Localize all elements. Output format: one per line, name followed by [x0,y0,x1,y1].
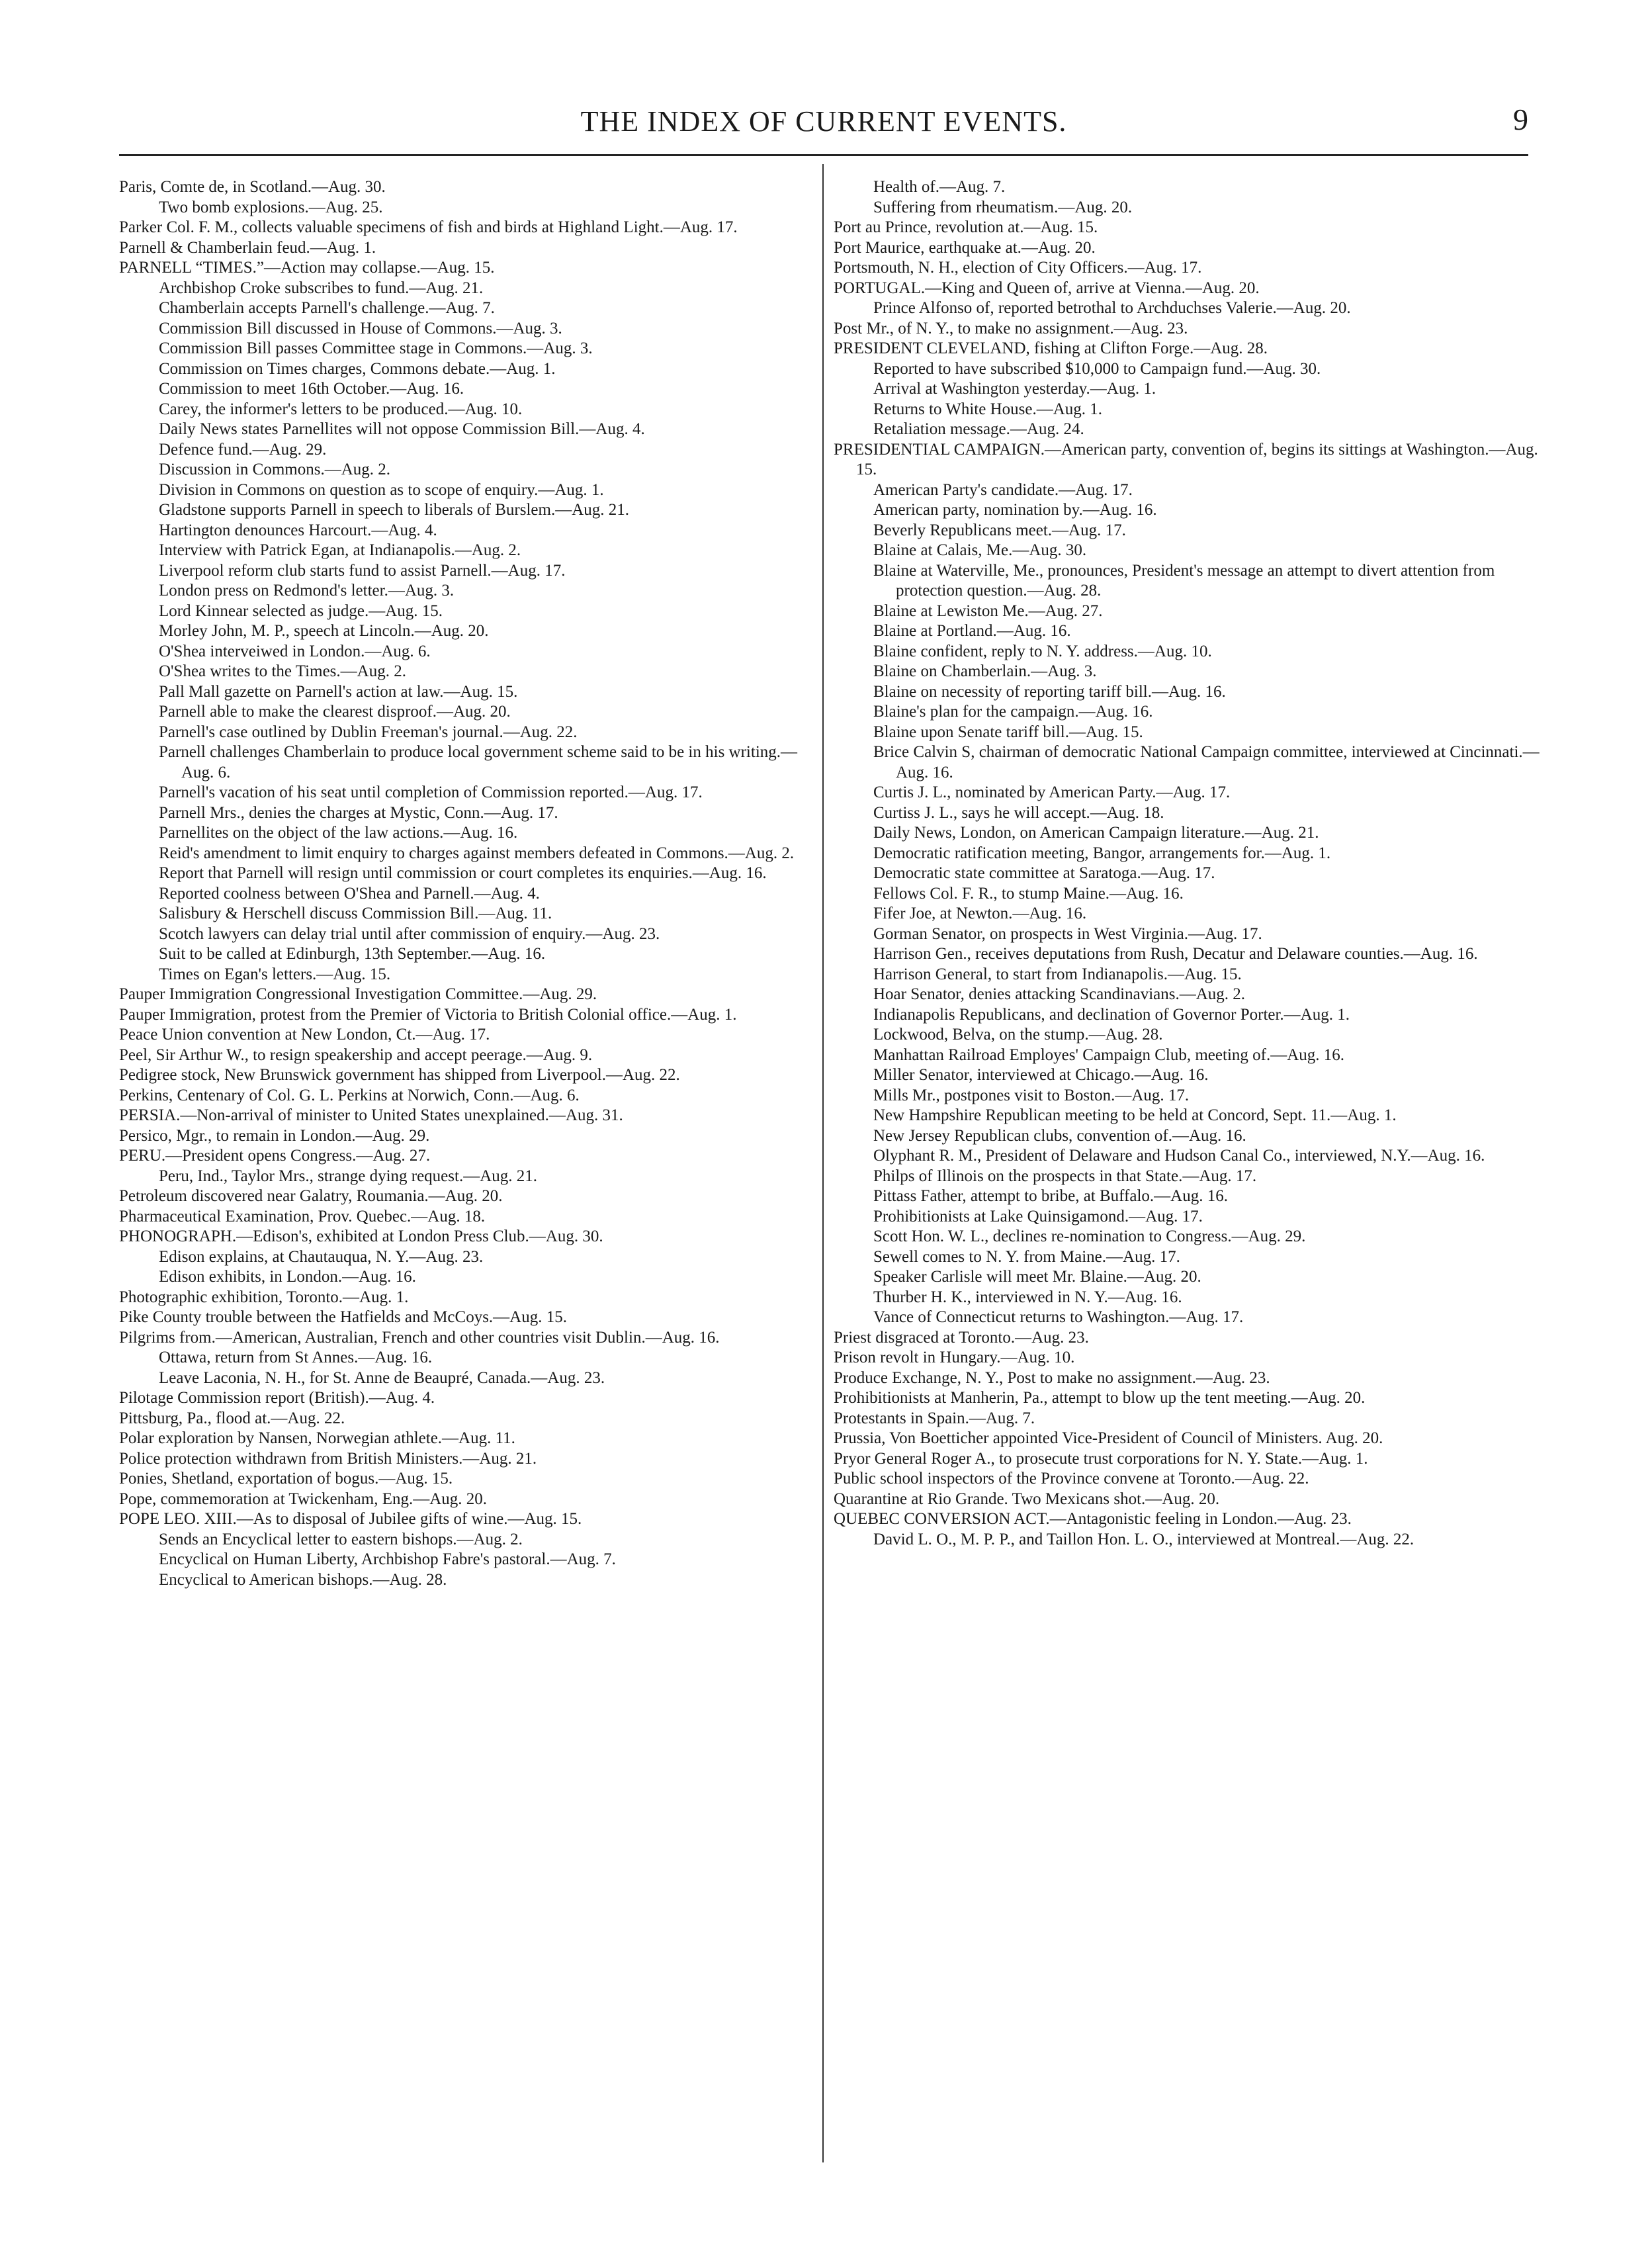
index-subentry: Harrison General, to start from Indianapolis.—Aug. 15. [873,965,1242,983]
index-subentry: Democratic state committee at Saratoga.—Aug. 17. [873,864,1215,882]
index-entry: Photographic exhibition, Toronto.—Aug. 1. [119,1288,409,1306]
column-divider [822,164,824,2162]
index-subentry: Prohibitionists at Lake Quinsigamond.—Aug. 17. [873,1207,1203,1225]
index-subentry: London press on Redmond's letter.—Aug. 3. [159,582,455,600]
index-subentry: Parnellites on the object of the law actions.—Aug. 16. [159,824,518,842]
index-subentry: Leave Laconia, N. H., for St. Anne de Beaupré, Canada.—Aug. 23. [159,1368,605,1387]
index-entry: Peel, Sir Arthur W., to resign speakership and accept peerage.—Aug. 9. [119,1045,593,1064]
index-subentry: Sends an Encyclical letter to eastern bishops.—Aug. 2. [159,1530,523,1548]
index-subentry: Interview with Patrick Egan, at Indianapolis.—Aug. 2. [159,541,521,559]
index-subentry: David L. O., M. P. P., and Taillon Hon. L. O., interviewed at Montreal.—Aug. 22. [873,1530,1414,1548]
index-entry: Port Maurice, earthquake at.—Aug. 20. [834,238,1096,257]
index-subentry: Encyclical on Human Liberty, Archbishop Fabre's pastoral.—Aug. 7. [159,1550,616,1568]
index-subentry: Daily News, London, on American Campaign literature.—Aug. 21. [873,824,1319,842]
index-entry: Port au Prince, revolution at.—Aug. 15. [834,218,1098,236]
index-subentry: Parnell's case outlined by Dublin Freeman's journal.—Aug. 22. [159,723,578,741]
index-subentry: Reported coolness between O'Shea and Parnell.—Aug. 4. [159,884,540,903]
index-subentry: Curtis J. L., nominated by American Party.—Aug. 17. [873,783,1231,801]
index-subentry: Peru, Ind., Taylor Mrs., strange dying request.—Aug. 21. [159,1167,538,1185]
index-subentry: Beverly Republicans meet.—Aug. 17. [873,521,1126,539]
index-entry: Quarantine at Rio Grande. Two Mexicans shot.—Aug. 20. [834,1489,1220,1508]
index-subentry: Edison exhibits, in London.—Aug. 16. [159,1268,416,1286]
index-entry: Ponies, Shetland, exportation of bogus.—Aug. 15. [119,1470,453,1488]
index-subentry: Liverpool reform club starts fund to assist Parnell.—Aug. 17. [159,561,566,580]
index-entry: Pryor General Roger A., to prosecute trust corporations for N. Y. State.—Aug. 1. [834,1449,1368,1468]
index-entry: Post Mr., of N. Y., to make no assignment.—Aug. 23. [834,319,1188,337]
index-subentry: O'Shea writes to the Times.—Aug. 2. [159,662,406,680]
index-subentry: Health of.—Aug. 7. [873,178,1006,196]
index-subentry: Hoar Senator, denies attacking Scandinavians.—Aug. 2. [873,985,1246,1003]
index-subentry: Blaine at Waterville, Me., pronounces, President's message an attempt to divert attention from protection question.—Aug. 28. [873,561,1495,600]
index-subentry: Times on Egan's letters.—Aug. 15. [159,965,391,983]
index-subentry: Pall Mall gazette on Parnell's action at law.—Aug. 15. [159,682,518,701]
index-subentry: Parnell's vacation of his seat until completion of Commission reported.—Aug. 17. [159,783,703,801]
index-entry: PORTUGAL.—King and Queen of, arrive at Vienna.—Aug. 20. [834,279,1260,297]
index-entry: Pauper Immigration, protest from the Premier of Victoria to British Colonial office.—Aug. 1. [119,1005,737,1024]
index-entry: Pike County trouble between the Hatfields and McCoys.—Aug. 15. [119,1308,567,1326]
index-subentry: Suit to be called at Edinburgh, 13th September.—Aug. 16. [159,945,546,963]
index-subentry: Fifer Joe, at Newton.—Aug. 16. [873,905,1087,922]
index-subentry: Manhattan Railroad Employes' Campaign Club, meeting of.—Aug. 16. [873,1045,1345,1064]
index-entry: Pilgrims from.—American, Australian, French and other countries visit Dublin.—Aug. 16. [119,1328,720,1347]
index-subentry: American Party's candidate.—Aug. 17. [873,480,1133,499]
index-subentry: Archbishop Croke subscribes to fund.—Aug. 21. [159,279,484,297]
index-entry: Pauper Immigration Congressional Investigation Committee.—Aug. 29. [119,985,597,1003]
right-column [834,177,1545,1550]
index-subentry: Blaine at Calais, Me.—Aug. 30. [873,541,1087,559]
index-subentry: Two bomb explosions.—Aug. 25. [159,198,383,216]
index-entry: PHONOGRAPH.—Edison's, exhibited at London Press Club.—Aug. 30. [119,1227,603,1245]
index-subentry: Parnell able to make the clearest disproof.—Aug. 20. [159,703,511,721]
page-number: 9 [1513,103,1528,136]
index-entry: Pilotage Commission report (British).—Aug. 4. [119,1389,435,1407]
index-subentry: Report that Parnell will resign until commission or court completes its enquiries.—Aug. 16. [159,864,767,882]
index-subentry: Lord Kinnear selected as judge.—Aug. 15. [159,601,443,620]
index-subentry: Blaine confident, reply to N. Y. address.—Aug. 10. [873,642,1212,660]
index-subentry: Indianapolis Republicans, and declination of Governor Porter.—Aug. 1. [873,1005,1350,1024]
index-entry: Pedigree stock, New Brunswick government has shipped from Liverpool.—Aug. 22. [119,1066,680,1084]
index-entry: Priest disgraced at Toronto.—Aug. 23. [834,1328,1089,1347]
index-subentry: New Hampshire Republican meeting to be held at Concord, Sept. 11.—Aug. 1. [873,1106,1397,1124]
index-entry: Prohibitionists at Manherin, Pa., attempt to blow up the tent meeting.—Aug. 20. [834,1389,1366,1407]
index-subentry: Miller Senator, interviewed at Chicago.—Aug. 16. [873,1066,1209,1084]
index-subentry: Returns to White House.—Aug. 1. [873,400,1103,418]
index-subentry: American party, nomination by.—Aug. 16. [873,501,1157,519]
index-entry: Petroleum discovered near Galatry, Roumania.—Aug. 20. [119,1187,503,1205]
index-subentry: Blaine's plan for the campaign.—Aug. 16. [873,703,1153,721]
index-entry: Peace Union convention at New London, Ct.—Aug. 17. [119,1026,490,1044]
index-subentry: Commission Bill passes Committee stage in Commons.—Aug. 3. [159,339,593,357]
index-entry: PARNELL “TIMES.”—Action may collapse.—Aug. 15. [119,259,495,277]
index-subentry: Edison explains, at Chautauqua, N. Y.—Aug. 23. [159,1247,484,1266]
index-entry: Prison revolt in Hungary.—Aug. 10. [834,1349,1075,1366]
index-entry: Portsmouth, N. H., election of City Officers.—Aug. 17. [834,259,1202,277]
page-header [119,99,1528,152]
index-subentry: Gorman Senator, on prospects in West Virginia.—Aug. 17. [873,924,1262,943]
index-entry: Protestants in Spain.—Aug. 7. [834,1409,1035,1427]
index-subentry: Brice Calvin S, chairman of democratic National Campaign committee, interviewed at Cincinnati.—Aug. 16. [873,743,1540,781]
index-subentry: Ottawa, return from St Annes.—Aug. 16. [159,1349,433,1366]
index-subentry: Fellows Col. F. R., to stump Maine.—Aug. 16. [873,884,1184,903]
index-subentry: Reid's amendment to limit enquiry to charges against members defeated in Commons.—Aug. 2. [159,844,795,862]
index-subentry: Gladstone supports Parnell in speech to liberals of Burslem.—Aug. 21. [159,501,629,519]
index-subentry: Parnell Mrs., denies the charges at Mystic, Conn.—Aug. 17. [159,803,558,822]
index-entry: Parker Col. F. M., collects valuable specimens of fish and birds at Highland Light.—Aug. 17. [119,218,738,236]
index-entry: PRESIDENTIAL CAMPAIGN.—American party, convention of, begins its sittings at Washington.—Aug. 15. [834,440,1538,478]
index-entry: PERSIA.—Non-arrival of minister to United States unexplained.—Aug. 31. [119,1106,623,1124]
index-subentry: Prince Alfonso of, reported betrothal to Archduchses Valerie.—Aug. 20. [873,299,1351,317]
index-subentry: Chamberlain accepts Parnell's challenge.—Aug. 7. [159,299,495,317]
index-subentry: Blaine on Chamberlain.—Aug. 3. [873,662,1097,680]
index-subentry: Blaine at Portland.—Aug. 16. [873,622,1071,640]
index-subentry: Defence fund.—Aug. 29. [159,440,327,459]
index-entry: Public school inspectors of the Province convene at Toronto.—Aug. 22. [834,1470,1309,1488]
index-entry: Parnell & Chamberlain feud.—Aug. 1. [119,238,376,257]
index-subentry: Pittass Father, attempt to bribe, at Buffalo.—Aug. 16. [873,1187,1228,1205]
index-subentry: New Jersey Republican clubs, convention of.—Aug. 16. [873,1126,1246,1145]
index-subentry: O'Shea interveiwed in London.—Aug. 6. [159,642,431,660]
index-subentry: Commission Bill discussed in House of Commons.—Aug. 3. [159,319,562,337]
index-subentry: Sewell comes to N. Y. from Maine.—Aug. 17. [873,1247,1180,1266]
index-subentry: Scott Hon. W. L., declines re-nomination to Congress.—Aug. 29. [873,1227,1306,1245]
index-entry: POPE LEO. XIII.—As to disposal of Jubilee gifts of wine.—Aug. 15. [119,1510,582,1528]
index-entry: Produce Exchange, N. Y., Post to make no assignment.—Aug. 23. [834,1368,1270,1387]
index-subentry: Curtiss J. L., says he will accept.—Aug. 18. [873,803,1164,822]
index-subentry: Retaliation message.—Aug. 24. [873,420,1084,438]
index-entry: QUEBEC CONVERSION ACT.—Antagonistic feeling in London.—Aug. 23. [834,1510,1352,1528]
index-subentry: Encyclical to American bishops.—Aug. 28. [159,1570,447,1589]
index-subentry: Carey, the informer's letters to be produced.—Aug. 10. [159,400,523,418]
index-subentry: Hartington denounces Harcourt.—Aug. 4. [159,521,437,539]
index-subentry: Reported to have subscribed $10,000 to Campaign fund.—Aug. 30. [873,359,1321,378]
page-title: THE INDEX OF CURRENT EVENTS. [580,105,1067,138]
index-entry: Police protection withdrawn from British Ministers.—Aug. 21. [119,1449,537,1468]
index-subentry: Vance of Connecticut returns to Washington.—Aug. 17. [873,1308,1244,1326]
index-entry: PRESIDENT CLEVELAND, fishing at Clifton Forge.—Aug. 28. [834,339,1268,357]
index-entry: Pharmaceutical Examination, Prov. Quebec.—Aug. 18. [119,1207,486,1225]
index-subentry: Commission on Times charges, Commons debate.—Aug. 1. [159,359,556,378]
index-subentry: Commission to meet 16th October.—Aug. 16. [159,380,464,398]
index-subentry: Speaker Carlisle will meet Mr. Blaine.—Aug. 20. [873,1268,1201,1286]
index-subentry: Scotch lawyers can delay trial until after commission of enquiry.—Aug. 23. [159,924,660,943]
index-subentry: Parnell challenges Chamberlain to produce local government scheme said to be in his writing.—Aug. 6. [159,743,798,781]
index-subentry: Arrival at Washington yesterday.—Aug. 1. [873,380,1156,398]
index-subentry: Olyphant R. M., President of Delaware and Hudson Canal Co., interviewed, N.Y.—Aug. 16. [873,1147,1485,1165]
index-subentry: Discussion in Commons.—Aug. 2. [159,461,391,478]
index-entry: Paris, Comte de, in Scotland.—Aug. 30. [119,178,386,196]
index-subentry: Mills Mr., postpones visit to Boston.—Aug. 17. [873,1086,1190,1104]
index-entry: Persico, Mgr., to remain in London.—Aug. 29. [119,1126,430,1145]
index-subentry: Lockwood, Belva, on the stump.—Aug. 28. [873,1026,1163,1044]
left-column [119,177,820,1590]
index-subentry: Blaine upon Senate tariff bill.—Aug. 15. [873,723,1143,741]
index-subentry: Blaine at Lewiston Me.—Aug. 27. [873,601,1103,620]
index-entry: Perkins, Centenary of Col. G. L. Perkins at Norwich, Conn.—Aug. 6. [119,1086,580,1104]
index-subentry: Philps of Illinois on the prospects in that State.—Aug. 17. [873,1167,1257,1185]
index-entry: PERU.—President opens Congress.—Aug. 27. [119,1147,431,1165]
index-subentry: Division in Commons on question as to scope of enquiry.—Aug. 1. [159,480,604,499]
index-subentry: Morley John, M. P., speech at Lincoln.—Aug. 20. [159,622,489,640]
index-subentry: Salisbury & Herschell discuss Commission Bill.—Aug. 11. [159,905,552,922]
index-entry: Pope, commemoration at Twickenham, Eng.—Aug. 20. [119,1489,488,1508]
index-entry: Pittsburg, Pa., flood at.—Aug. 22. [119,1409,345,1427]
index-entry: Polar exploration by Nansen, Norwegian athlete.—Aug. 11. [119,1429,515,1447]
index-subentry: Daily News states Parnellites will not oppose Commission Bill.—Aug. 4. [159,420,645,438]
index-subentry: Suffering from rheumatism.—Aug. 20. [873,198,1133,216]
index-subentry: Democratic ratification meeting, Bangor, arrangements for.—Aug. 1. [873,844,1331,862]
index-entry: Prussia, Von Boetticher appointed Vice-President of Council of Ministers. Aug. 20. [834,1429,1383,1447]
index-subentry: Harrison Gen., receives deputations from Rush, Decatur and Delaware counties.—Aug. 16. [873,945,1478,963]
header-rule [119,154,1528,156]
index-subentry: Blaine on necessity of reporting tariff bill.—Aug. 16. [873,682,1226,701]
index-subentry: Thurber H. K., interviewed in N. Y.—Aug. 16. [873,1288,1182,1306]
